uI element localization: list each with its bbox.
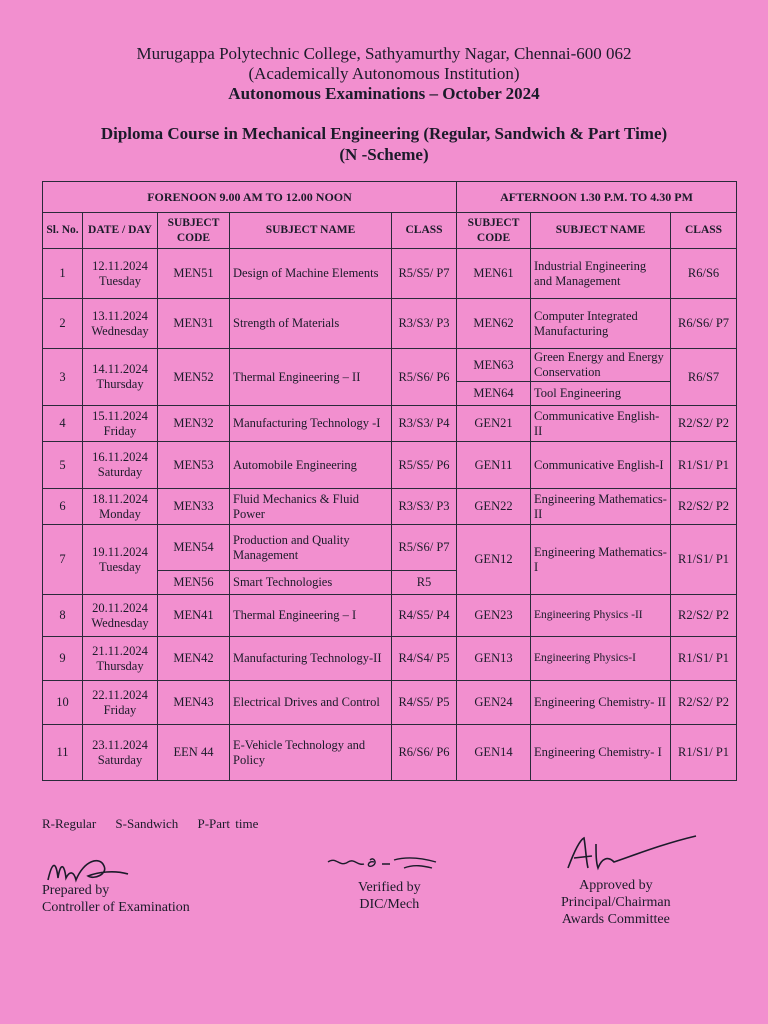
exam-day: Saturday: [97, 752, 143, 767]
exam-day: Saturday: [97, 465, 143, 479]
subject-name: Strength of Materials: [230, 299, 392, 349]
class: R4/S5/ P5: [392, 681, 457, 725]
exam-day: Wednesday: [91, 615, 149, 630]
afternoon-class: R2/S2/ P2: [671, 489, 737, 525]
afternoon-subject-code: GEN23: [457, 595, 531, 637]
prepared-by-label: Prepared by: [42, 883, 110, 898]
afternoon-subject-name: Engineering Chemistry- II: [531, 681, 671, 725]
table-row: [43, 406, 737, 442]
table-row: [43, 681, 737, 725]
afternoon-subject-name: Communicative English-II: [531, 406, 671, 442]
subject-code: MEN32: [158, 406, 230, 442]
subject-name: Manufacturing Technology-II: [230, 637, 392, 681]
exam-date: 21.11.2024: [92, 643, 148, 658]
afternoon-class: R1/S1/ P1: [671, 525, 737, 595]
afternoon-class: R1/S1/ P1: [671, 637, 737, 681]
col-afternoon-subject-name: SUBJECT NAME: [531, 213, 671, 249]
exam-date: 12.11.2024: [92, 258, 148, 273]
exam-title: Autonomous Examinations – October 2024: [228, 84, 540, 103]
afternoon-subject-name: Industrial Engineering and Management: [531, 249, 671, 299]
subject-name: Manufacturing Technology -I: [230, 406, 392, 442]
exam-date: 22.11.2024: [92, 687, 148, 702]
exam-date: 15.11.2024: [92, 408, 148, 423]
exam-day: Wednesday: [91, 323, 149, 338]
class: R5/S6/ P6: [392, 349, 457, 406]
prepared-by-role: Controller of Examination: [42, 900, 190, 915]
legend-sandwich: S-Sandwich: [115, 816, 179, 831]
sl-no: 5: [43, 442, 83, 489]
exam-day: Monday: [99, 506, 141, 521]
verified-by-block: [358, 879, 421, 913]
exam-date: 20.11.2024: [92, 600, 148, 615]
exam-day: Thursday: [96, 658, 144, 673]
subject-code: MEN42: [158, 637, 230, 681]
approved-by-role-1: Principal/Chairman: [561, 895, 671, 910]
table-row: [43, 489, 737, 525]
date-day: [83, 406, 158, 442]
afternoon-subject-name: Engineering Mathematics-I: [531, 525, 671, 595]
subject-name: Thermal Engineering – II: [230, 349, 392, 406]
verified-by-label: Verified by: [358, 880, 421, 895]
subject-code: EEN 44: [158, 725, 230, 781]
afternoon-subject-name: Communicative English-I: [531, 442, 671, 489]
table-row: [43, 249, 737, 299]
sl-no: 7: [43, 525, 83, 595]
class: R5/S5/ P6: [392, 442, 457, 489]
afternoon-class: R6/S6: [671, 249, 737, 299]
col-sl-no: Sl. No.: [43, 213, 83, 249]
subject-name: Automobile Engineering: [230, 442, 392, 489]
subject-name: Electrical Drives and Control: [230, 681, 392, 725]
afternoon-subject-name: Engineering Physics -II: [531, 595, 671, 637]
afternoon-subject-name: Green Energy and Energy Conservation: [531, 349, 671, 382]
scheme-title: (N -Scheme): [339, 145, 429, 164]
col-date-day: DATE / DAY: [83, 213, 158, 249]
table-row: [43, 349, 737, 382]
afternoon-class: R6/S7: [671, 349, 737, 406]
institution-status: (Academically Autonomous Institution): [248, 64, 520, 83]
sl-no: 1: [43, 249, 83, 299]
date-day: [83, 681, 158, 725]
class: R4/S4/ P5: [392, 637, 457, 681]
prepared-by-block: [42, 882, 190, 916]
subject-name: Fluid Mechanics & Fluid Power: [230, 489, 392, 525]
signature-verified-icon: [324, 852, 454, 878]
afternoon-subject-code: GEN14: [457, 725, 531, 781]
table-row: [43, 637, 737, 681]
legend-regular: R-Regular: [42, 816, 97, 831]
afternoon-subject-code: MEN61: [457, 249, 531, 299]
subject-name: E-Vehicle Technology and Policy: [230, 725, 392, 781]
exam-day: Thursday: [96, 377, 144, 391]
class: R4/S5/ P4: [392, 595, 457, 637]
col-class: CLASS: [392, 213, 457, 249]
afternoon-class: R2/S2/ P2: [671, 406, 737, 442]
exam-date: 18.11.2024: [92, 491, 148, 506]
afternoon-subject-code: MEN64: [457, 382, 531, 406]
afternoon-subject-name: Engineering Mathematics-II: [531, 489, 671, 525]
date-day: [83, 299, 158, 349]
class: R5/S6/ P7: [392, 525, 457, 571]
exam-date: 16.11.2024: [92, 450, 148, 464]
class: R3/S3/ P3: [392, 489, 457, 525]
table-row: [43, 442, 737, 489]
exam-day: Friday: [103, 702, 137, 717]
afternoon-class: R1/S1/ P1: [671, 442, 737, 489]
afternoon-subject-code: GEN11: [457, 442, 531, 489]
date-day: [83, 637, 158, 681]
sl-no: 2: [43, 299, 83, 349]
date-day: [83, 525, 158, 595]
afternoon-header: AFTERNOON 1.30 P.M. TO 4.30 PM: [457, 182, 737, 213]
sl-no: 10: [43, 681, 83, 725]
sl-no: 6: [43, 489, 83, 525]
exam-date: 14.11.2024: [92, 362, 148, 376]
subject-code: MEN53: [158, 442, 230, 489]
class: R5: [392, 571, 457, 595]
afternoon-subject-name: Computer Integrated Manufacturing: [531, 299, 671, 349]
sl-no: 8: [43, 595, 83, 637]
exam-date: 23.11.2024: [92, 737, 148, 752]
subject-code: MEN31: [158, 299, 230, 349]
afternoon-subject-code: GEN22: [457, 489, 531, 525]
afternoon-class: R6/S6/ P7: [671, 299, 737, 349]
date-day: [83, 595, 158, 637]
class: R3/S3/ P3: [392, 299, 457, 349]
exam-timetable: [42, 181, 737, 781]
date-day: [83, 489, 158, 525]
college-name: Murugappa Polytechnic College, Sathyamurthy Nagar, Chennai-600 062: [136, 44, 632, 63]
afternoon-class: R2/S2/ P2: [671, 681, 737, 725]
col-subject-name: SUBJECT NAME: [230, 213, 392, 249]
sl-no: 3: [43, 349, 83, 406]
subject-name: Production and Quality Management: [230, 525, 392, 571]
table-row: [43, 525, 737, 571]
date-day: [83, 442, 158, 489]
course-title: Diploma Course in Mechanical Engineering (Regular, Sandwich & Part Time): [100, 124, 668, 143]
sl-no: 4: [43, 406, 83, 442]
col-afternoon-subject-code: SUBJECT CODE: [457, 213, 531, 249]
table-row: [43, 725, 737, 781]
exam-date: 13.11.2024: [92, 308, 148, 323]
subject-name: Thermal Engineering – I: [230, 595, 392, 637]
afternoon-class: R1/S1/ P1: [671, 725, 737, 781]
col-afternoon-class: CLASS: [671, 213, 737, 249]
afternoon-class: R2/S2/ P2: [671, 595, 737, 637]
table-row: [43, 595, 737, 637]
verified-by-role: DIC/Mech: [359, 897, 420, 912]
date-day: [83, 249, 158, 299]
subject-code: MEN56: [158, 571, 230, 595]
afternoon-subject-name: Engineering Physics-I: [531, 637, 671, 681]
signature-approved-icon: [562, 832, 702, 876]
approved-by-label: Approved by: [579, 878, 653, 893]
subject-name: Smart Technologies: [230, 571, 392, 595]
afternoon-subject-code: MEN62: [457, 299, 531, 349]
exam-day: Friday: [103, 423, 137, 438]
afternoon-subject-code: GEN13: [457, 637, 531, 681]
class: R6/S6/ P6: [392, 725, 457, 781]
forenoon-header: FORENOON 9.00 AM TO 12.00 NOON: [43, 182, 457, 213]
exam-date: 19.11.2024: [92, 544, 148, 559]
subject-code: MEN33: [158, 489, 230, 525]
table-row: [43, 299, 737, 349]
class: R3/S3/ P4: [392, 406, 457, 442]
approved-by-block: [561, 877, 671, 928]
class: R5/S5/ P7: [392, 249, 457, 299]
subject-code: MEN51: [158, 249, 230, 299]
sl-no: 9: [43, 637, 83, 681]
afternoon-subject-name: Tool Engineering: [531, 382, 671, 406]
afternoon-subject-code: GEN21: [457, 406, 531, 442]
subject-name: Design of Machine Elements: [230, 249, 392, 299]
legend: [42, 816, 272, 832]
afternoon-subject-code: GEN12: [457, 525, 531, 595]
exam-day: Tuesday: [99, 273, 141, 288]
sl-no: 11: [43, 725, 83, 781]
approved-by-role-2: Awards Committee: [561, 912, 670, 927]
afternoon-subject-code: GEN24: [457, 681, 531, 725]
subject-code: MEN43: [158, 681, 230, 725]
subject-code: MEN54: [158, 525, 230, 571]
date-day: [83, 725, 158, 781]
afternoon-subject-code: MEN63: [457, 349, 531, 382]
subject-code: MEN52: [158, 349, 230, 406]
date-day: [83, 349, 158, 406]
exam-day: Tuesday: [99, 559, 141, 574]
col-subject-code: SUBJECT CODE: [158, 213, 230, 249]
legend-part-time: P-Part time: [197, 816, 259, 831]
subject-code: MEN41: [158, 595, 230, 637]
afternoon-subject-name: Engineering Chemistry- I: [531, 725, 671, 781]
